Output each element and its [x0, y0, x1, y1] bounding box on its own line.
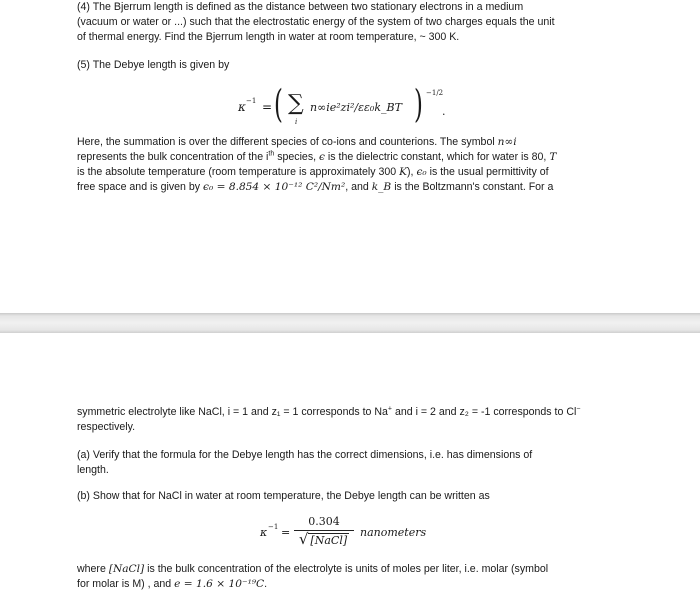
- kappa-exponent-b: −1: [268, 523, 279, 531]
- boltzmann-symbol: k_B: [371, 181, 392, 193]
- epsilon-zero-symbol: ϵ₀: [416, 166, 427, 178]
- page-separator: [0, 313, 700, 333]
- kappa-symbol-b: κ: [260, 526, 268, 539]
- explanation-line-1: Here, the summation is over the different species of co-ions and counterions. The symbol: [77, 136, 495, 148]
- explanation-line-2a: represents the bulk concentration of the i: [77, 151, 269, 163]
- part-a-text: [77, 448, 607, 478]
- problem-4-text: [77, 0, 607, 45]
- where-line-2a: for molar is M) , and: [77, 578, 172, 590]
- explanation-line-3c: is the usual permittivity of: [429, 166, 549, 178]
- electron-charge: e = 1.6 × 10⁻¹⁹C: [174, 578, 265, 590]
- temperature-symbol: T: [549, 151, 557, 163]
- problem-5-heading: (5) The Debye length is given by: [77, 59, 230, 71]
- outer-exponent: −1/2: [426, 89, 444, 97]
- part-a-line-1: (a) Verify that the formula for the Debye length has the correct dimensions, i.e. has dimensions of: [77, 449, 533, 461]
- where-line-2b: .: [264, 578, 268, 590]
- equals-sign: =: [262, 100, 273, 114]
- continuation-line-1b: and i = 2 and z₂ = -1 corresponds to Cl: [394, 406, 577, 418]
- continuation-line-1a: symmetric electrolyte like NaCl, i = 1 and z₁ = 1 corresponds to Na: [77, 406, 388, 418]
- fraction-numerator: 0.304: [294, 515, 354, 531]
- continuation-text: [77, 405, 607, 435]
- fraction: [294, 515, 354, 549]
- equals-sign-b: =: [281, 526, 291, 539]
- sodium-charge-superscript: +: [387, 405, 393, 413]
- unit-nanometers: nanometers: [360, 526, 427, 539]
- kelvin-unit: K: [399, 166, 408, 178]
- permittivity-formula: ϵ₀ = 8.854 × 10⁻¹² C²/Nm²: [203, 181, 346, 193]
- part-b-where: [77, 562, 607, 592]
- explanation-line-3a: is the absolute temperature (room temperature is approximately 300: [77, 166, 397, 178]
- equation-period: .: [442, 105, 446, 118]
- right-paren: ): [414, 82, 423, 126]
- document-page-bottom: [0, 333, 700, 596]
- continuation-line-2: respectively.: [77, 421, 136, 433]
- left-paren: (: [274, 82, 283, 126]
- n-infinity-symbol: n∞i: [497, 136, 517, 148]
- explanation-line-4c: is the Boltzmann's constant. For a: [394, 181, 554, 193]
- summation-symbol: ∑: [288, 91, 304, 116]
- problem-5-explanation: [77, 135, 607, 195]
- explanation-line-4b: , and: [345, 181, 369, 193]
- kappa-exponent: −1: [246, 97, 257, 105]
- part-a-line-2: length.: [77, 464, 109, 476]
- explanation-line-2b: species,: [277, 151, 317, 163]
- nacl-concentration: [NaCl]: [108, 563, 145, 575]
- where-line-1a: where: [77, 563, 106, 575]
- explanation-line-2c: is the dielectric constant, which for water is 80,: [327, 151, 547, 163]
- sqrt-icon: √: [298, 530, 309, 548]
- th-superscript: th: [268, 150, 275, 158]
- summation-body: n∞ie²zi²/εε₀k_BT: [310, 101, 402, 114]
- debye-nacl-equation: [260, 511, 460, 551]
- summation-index: i: [295, 118, 298, 126]
- chloride-charge-superscript: −: [576, 405, 581, 413]
- explanation-line-3b: ),: [407, 166, 414, 178]
- epsilon-symbol: ϵ: [319, 151, 325, 163]
- problem-4-line-2: (vacuum or water or ...) such that the electrostatic energy of the system of two charges equals the unit: [77, 16, 555, 28]
- where-line-1b: is the bulk concentration of the electrolyte is units of moles per liter, i.e. molar (symbol: [147, 563, 549, 575]
- problem-4-line-1: (4) The Bjerrum length is defined as the distance between two stationary electrons in a medium: [77, 1, 524, 13]
- problem-4-line-3: of thermal energy. Find the Bjerrum length in water at room temperature, ~ 300 K.: [77, 31, 460, 43]
- radicand: [NaCl]: [310, 534, 348, 547]
- fraction-denominator: [294, 531, 354, 549]
- part-b-heading: (b) Show that for NaCl in water at room temperature, the Debye length can be written as: [77, 490, 490, 502]
- explanation-line-4a: free space and is given by: [77, 181, 201, 193]
- debye-length-equation: [238, 82, 458, 128]
- kappa-symbol: κ: [238, 100, 246, 114]
